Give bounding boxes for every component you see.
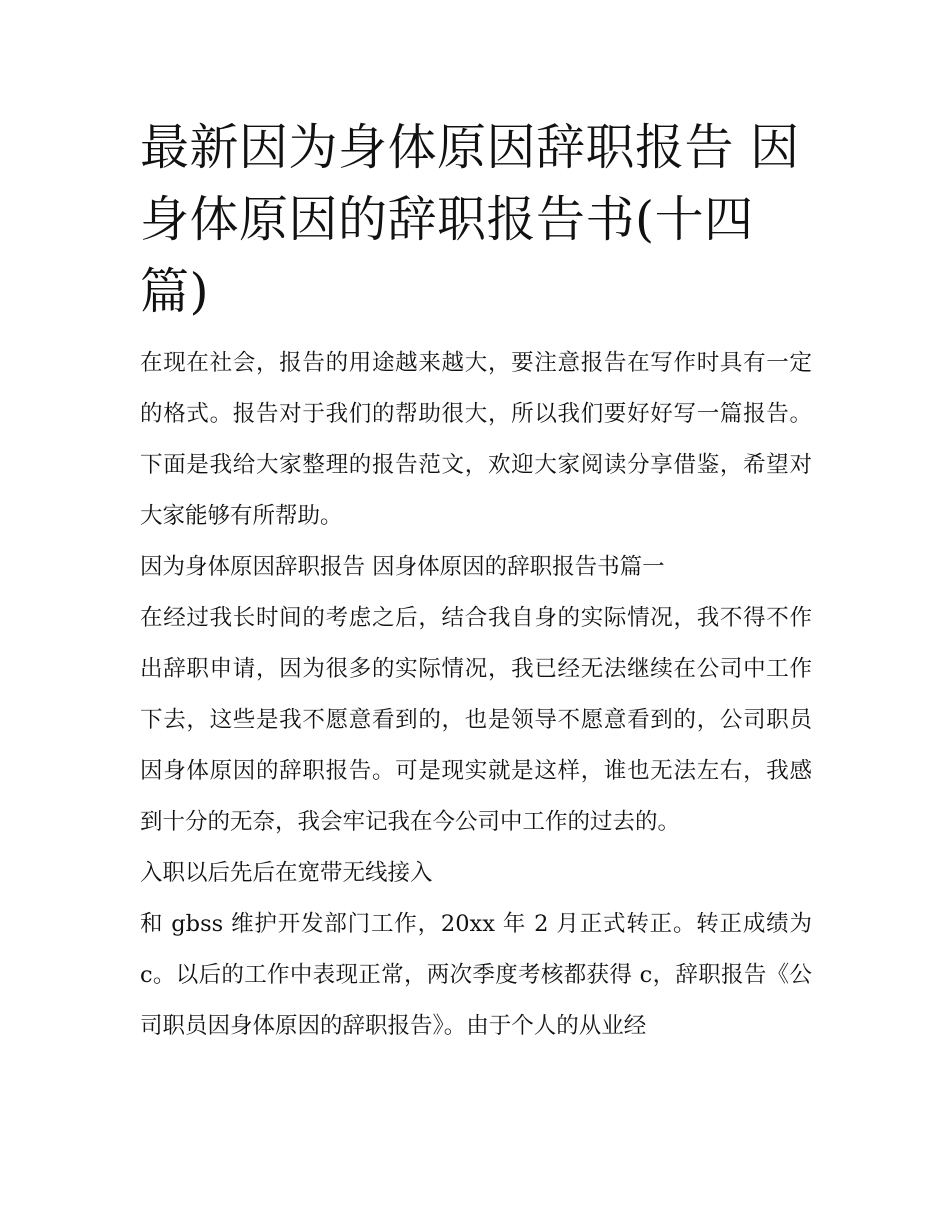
body-paragraph-1: 在经过我长时间的考虑之后，结合我自身的实际情况，我不得不作出辞职申请，因为很多的实际情况，我已经无法继续在公司中工作下去，这些是我不愿意看到的，也是领导不愿意看到的，公司职员因身体原因的辞职报告。可是现实就是这样，谁也无法左右，我感到十分的无奈，我会牢记我在今公司中工作的过去的。 — [140, 605, 812, 835]
section-heading: 因为身体原因辞职报告 因身体原因的辞职报告书篇一 — [140, 554, 665, 580]
body-paragraph-3: 和 gbss 维护开发部门工作，20xx 年 2 月正式转正。转正成绩为 c。以后的工作中表现正常，两次季度考核都获得 c，辞职报告《公司职员因身体原因的辞职报告》。由于个人的从业经 — [140, 911, 812, 1039]
document-page — [140, 112, 812, 1052]
document-title: 最新因为身体原因辞职报告 因身体原因的辞职报告书(十四篇) — [140, 119, 800, 320]
body-paragraph-2: 入职以后先后在宽带无线接入 — [140, 860, 433, 886]
intro-paragraph: 在现在社会，报告的用途越来越大，要注意报告在写作时具有一定的格式。报告对于我们的帮助很大，所以我们要好好写一篇报告。下面是我给大家整理的报告范文，欢迎大家阅读分享借鉴，希望对大家能够有所帮助。 — [140, 350, 812, 529]
